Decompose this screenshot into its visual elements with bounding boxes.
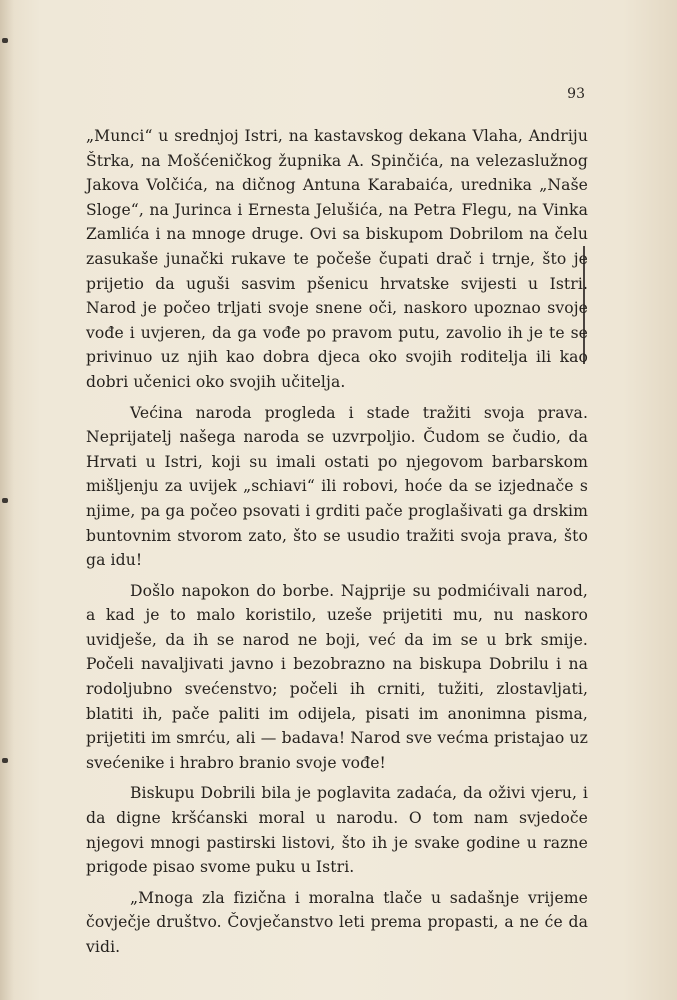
margin-dot bbox=[2, 498, 8, 503]
margin-dot bbox=[2, 758, 8, 763]
body-text bbox=[86, 124, 588, 966]
paragraph-4: Biskupu Dobrili bila je poglavita zadaća, da oživi vjeru, i da digne kršćanski moral u narodu. O tom nam svjedoče njegovi mnogi pastirski listovi, što ih je svake godine u razne prigode pisao svome puku u Istri. bbox=[86, 784, 588, 877]
paragraph-5: „Mnoga zla fizična i moralna tlače u sadašnje vrijeme čovječje društvo. Čovječanstvo leti prema propasti, a ne će da vidi. bbox=[86, 888, 588, 956]
paragraph-3: Došlo napokon do borbe. Najprije su podmićivali narod, a kad je to malo koristilo, uzeše prijetiti mu, nu naskoro uvidješe, da ih se narod ne boji, već da im se u brk smije. Počeli navaljivati javno i bezobrazno na biskupa Dobrilu i na rodoljubno svećenstvo; počeli ih crniti, tužiti, zlostavljati, blatiti ih, pače paliti im odijela, pisati im anonimna pisma, prijetiti im smrću, ali — badava! Narod sve većma pristajao uz svećenike i hrabro branio svoje vođe! bbox=[86, 581, 588, 772]
paragraph-2: Većina naroda progleda i stade tražiti svoja prava. Neprijatelj našega naroda se uzvrpoljio. Čudom se čudio, da Hrvati u Istri, koji su imali ostati po njegovom barbarskom mišljenju za uvijek „schiavi“ ili robovi, hoće da se izjednače s njime, pa ga počeo psovati i grditi pače proglašivati ga drskim buntovnim stvorom zato, što se usudio tražiti svoja prava, što ga idu! bbox=[86, 403, 588, 570]
page-number: 93 bbox=[567, 86, 585, 102]
margin-dot bbox=[2, 38, 8, 43]
paragraph-1: „Munci“ u srednjoj Istri, na kastavskog dekana Vlaha, Andriju Štrka, na Mošćeničkog župnika A. Spinčića, na velezaslužnog Jakova Volčića, na dičnog Antuna Karabaića, urednika „Naše Sloge“, na Jurinca i Ernesta Jelušića, na Petra Flegu, na Vinka Zamlića i na mnoge druge. Ovi sa biskupom Dobrilom na čelu zasukaše junački rukave te počeše čupati drač i trnje, što je prijetio da uguši sasvim pšenicu hrvatske svijesti u Istri. Narod je počeo trljati svoje snene oči, naskoro upoznao svoje vođe i uvjeren, da ga vođe po pravom putu, zavolio ih je te se privinuo uz njih kao dobra djeca oko svojih roditelja ili kao dobri učenici oko svojih učitelja. bbox=[86, 127, 588, 391]
